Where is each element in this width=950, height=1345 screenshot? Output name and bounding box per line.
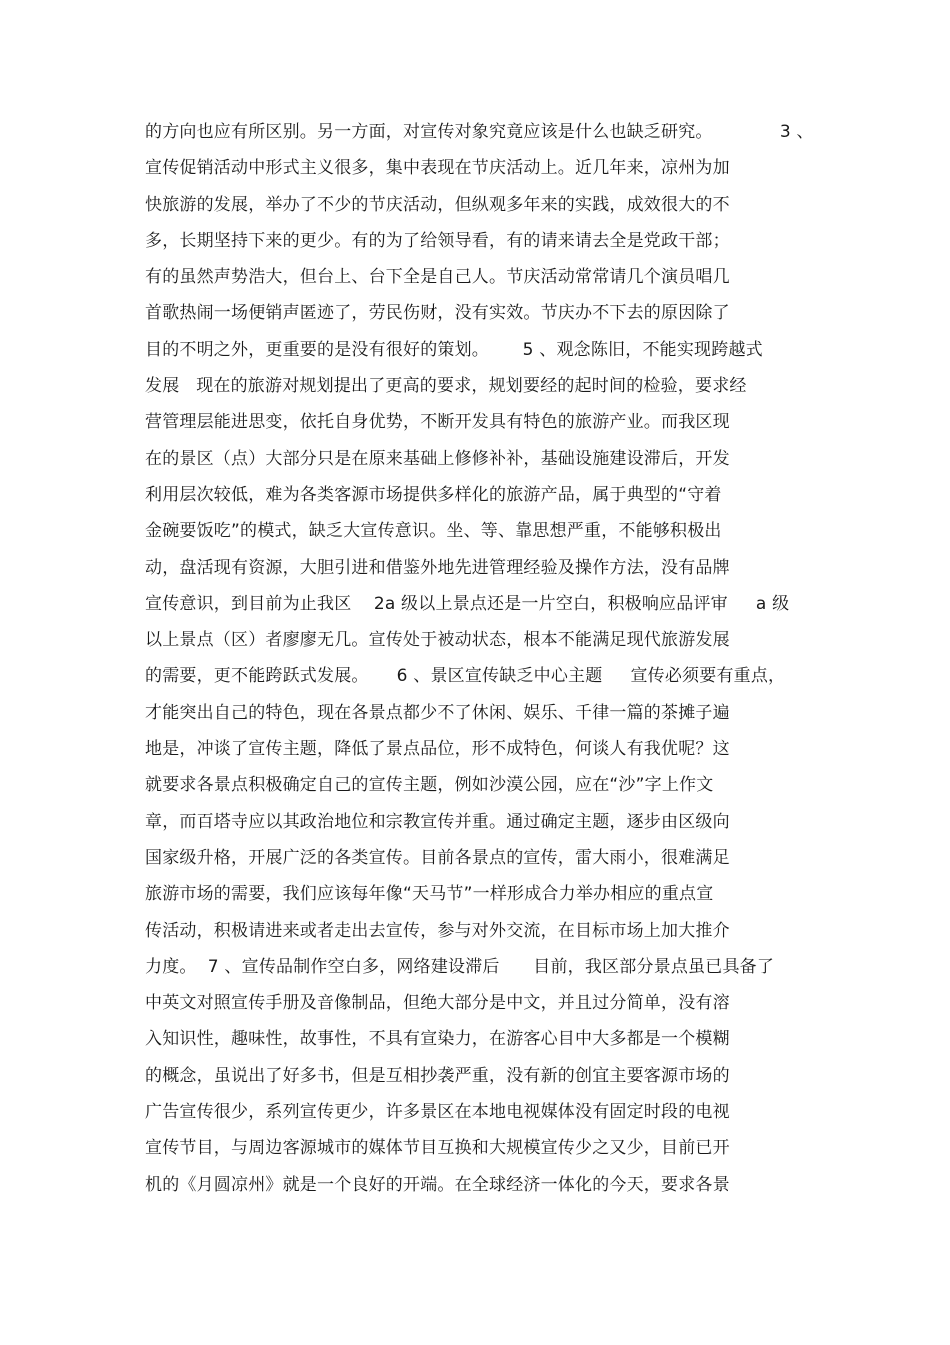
text-line: 传活动，积极请进来或者走出去宣传，参与对外交流，在目标市场上加大推介: [145, 920, 730, 941]
text-line: 就要求各景点积极确定自己的宣传主题，例如沙漠公园，应在“沙”字上作文: [145, 775, 714, 796]
text-line: 金碗要饭吃”的模式，缺乏大宣传意识。坐、等、靠思想严重，不能够积极出: [145, 521, 722, 542]
text-line: 才能突出自己的特色，现在各景点都少不了休闲、娱乐、千律一篇的茶摊子遍: [145, 702, 730, 723]
text-line: 机的《月圆凉州》就是一个良好的开端。在全球经济一体化的今天，要求各景: [145, 1174, 730, 1195]
text-line: 以上景点（区）者廖廖无几。宣传处于被动状态，根本不能满足现代旅游发展: [145, 630, 730, 651]
text-line: 的方向也应有所区别。另一方面，对宣传对象究竟应该是什么也缺乏研究。 3 、: [145, 122, 814, 142]
text-line: 发展 现在的旅游对规划提出了更高的要求，规划要经的起时间的检验，要求经: [145, 376, 747, 397]
text-line: 入知识性，趣味性，故事性，不具有宣染力，在游客心目中大多都是一个模糊: [145, 1029, 730, 1050]
text-line: 快旅游的发展，举办了不少的节庆活动，但纵观多年来的实践，成效很大的不: [145, 194, 730, 215]
text-line: 广告宣传很少，系列宣传更少，许多景区在本地电视媒体没有固定时段的电视: [145, 1102, 730, 1123]
text-line: 目的不明之外，更重要的是没有很好的策划。 5 、观念陈旧，不能实现跨越式: [145, 339, 763, 360]
text-line: 宣传意识，到目前为止我区 2a 级以上景点还是一片空白，积极响应品评审 a 级: [145, 593, 790, 614]
text-line: 宣传促销活动中形式主义很多，集中表现在节庆活动上。近几年来，凉州为加: [145, 158, 730, 179]
text-line: 中英文对照宣传手册及音像制品，但绝大部分是中文，并且过分简单，没有溶: [145, 993, 730, 1014]
body-text: [145, 114, 825, 1203]
text-line: 旅游市场的需要，我们应该每年像“天马节”一样形成合力举办相应的重点宣: [145, 884, 714, 905]
text-line: 的需要，更不能跨跃式发展。 6 、景区宣传缺乏中心主题 宣传必须要有重点，: [145, 666, 786, 687]
text-line: 多，长期坚持下来的更少。有的为了给领导看，有的请来请去全是党政干部；: [145, 230, 730, 251]
text-line: 宣传节目，与周边客源城市的媒体节目互换和大规模宣传少之又少，目前已开: [145, 1138, 730, 1159]
text-line: 力度。 7 、宣传品制作空白多，网络建设滞后 目前，我区部分景点虽已具备了: [145, 956, 775, 977]
text-line: 营管理层能进思变，依托自身优势，不断开发具有特色的旅游产业。而我区现: [145, 412, 730, 433]
text-line: 利用层次较低，难为各类客源市场提供多样化的旅游产品，属于典型的“守着: [145, 484, 722, 505]
text-line: 首歌热闹一场便销声匿迹了，劳民伤财，没有实效。节庆办不下去的原因除了: [145, 303, 730, 324]
text-line: 地是，冲谈了宣传主题，降低了景点品位，形不成特色，何谈人有我优呢？这: [145, 739, 730, 760]
text-line: 的概念，虽说出了好多书，但是互相抄袭严重，没有新的创宜主要客源市场的: [145, 1065, 730, 1086]
text-line: 在的景区（点）大部分只是在原来基础上修修补补，基础设施建设滞后，开发: [145, 448, 730, 469]
text-line: 章，而百塔寺应以其政治地位和宗教宣传并重。通过确定主题，逐步由区级向: [145, 811, 730, 832]
text-line: 动，盘活现有资源，大胆引进和借鉴外地先进管理经验及操作方法，没有品牌: [145, 557, 730, 578]
text-line: 有的虽然声势浩大，但台上、台下全是自己人。节庆活动常常请几个演员唱几: [145, 267, 730, 288]
text-line: 国家级升格，开展广泛的各类宣传。目前各景点的宣传，雷大雨小，很难满足: [145, 847, 730, 868]
